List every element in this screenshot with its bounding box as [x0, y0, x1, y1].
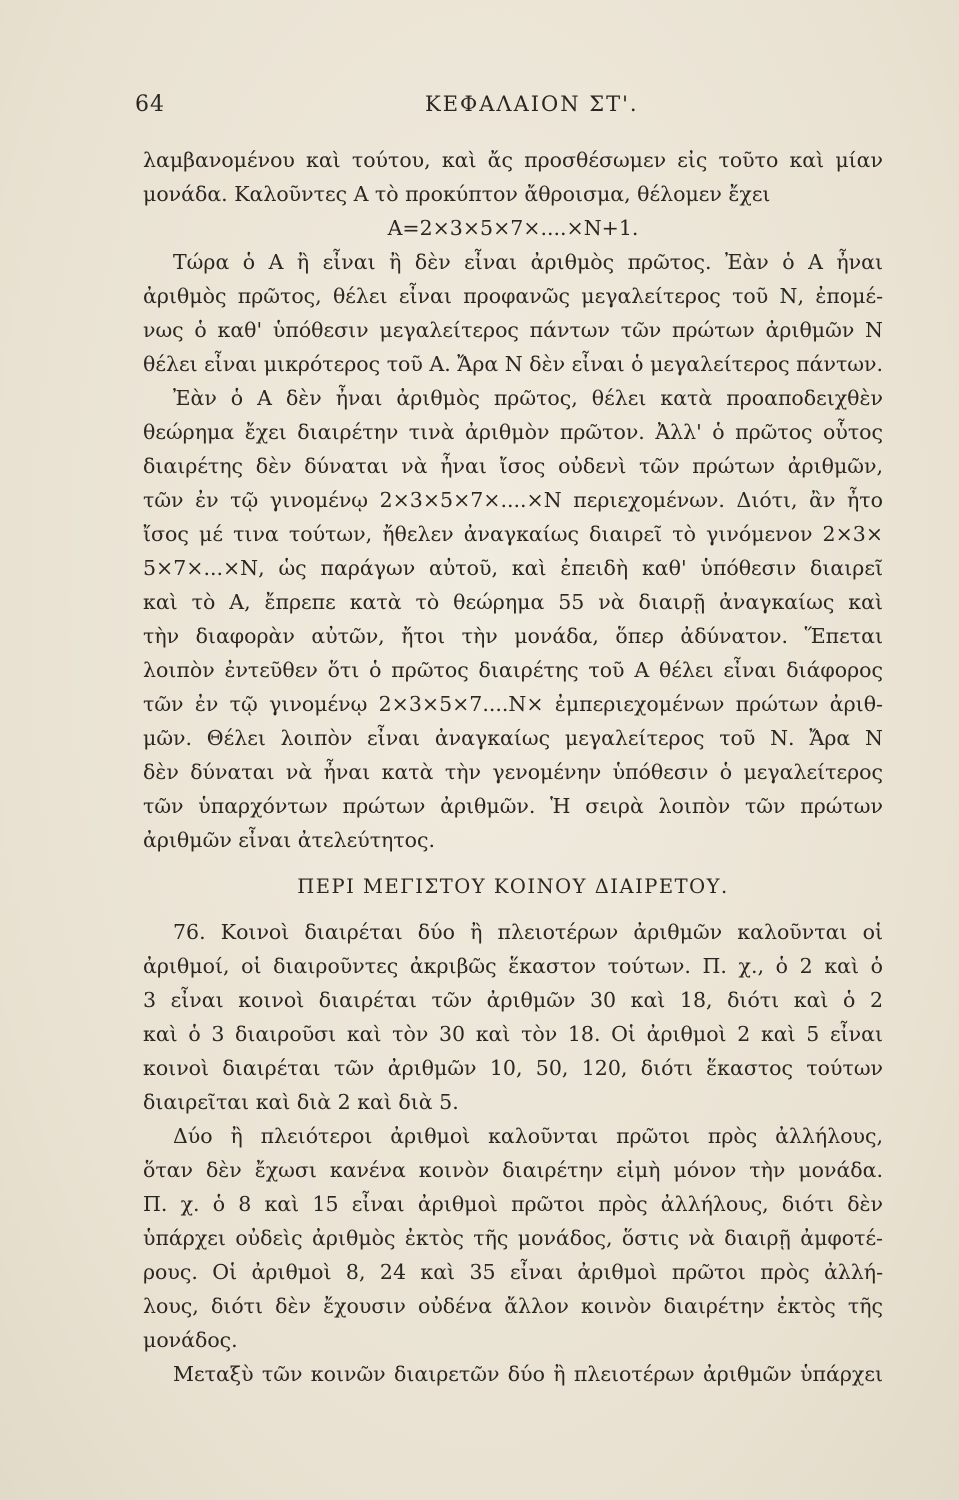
text-line: θέλει εἶναι μικρότερος τοῦ Α. Ἄρα Ν δὲν εἶναι ὁ μεγαλείτερος πάντων. [143, 352, 883, 376]
text-line: λαμβανομένου καὶ τούτου, καὶ ἄς προσθέσωμεν εἰς τοῦτο καὶ μίαν [143, 148, 883, 172]
page-number: 64 [135, 92, 165, 117]
text-line: ἀριθμὸς πρῶτος, θέλει εἶναι προφανῶς μεγαλείτερος τοῦ Ν, ἐπομέ- [143, 284, 883, 308]
text-line: ἀριθμῶν εἶναι ἀτελεύτητος. [143, 828, 435, 852]
text-line: Μεταξὺ τῶν κοινῶν διαιρετῶν δύο ἢ πλειοτέρων ἀριθμῶν ὑπάρχει [173, 1362, 883, 1386]
text-line: Π. χ. ὁ 8 καὶ 15 εἶναι ἀριθμοὶ πρῶτοι πρὸς ἀλλήλους, διότι δὲν [143, 1192, 883, 1216]
text-line: νως ὁ καθ' ὑπόθεσιν μεγαλείτερος πάντων τῶν πρώτων ἀριθμῶν Ν [143, 318, 883, 342]
text-line: Ἐὰν ὁ Α δὲν ἦναι ἀριθμὸς πρῶτος, θέλει κατὰ προαποδειχθὲν [173, 386, 883, 410]
text-line: λοιπὸν ἐντεῦθεν ὅτι ὁ πρῶτος διαιρέτης τοῦ Α θέλει εἶναι διάφορος [143, 658, 883, 682]
text-line: Τώρα ὁ Α ἢ εἶναι ἢ δὲν εἶναι ἀριθμὸς πρῶτος. Ἐὰν ὁ Α ἦναι [173, 250, 883, 274]
text-line: ἀριθμοί, οἱ διαιροῦντες ἀκριβῶς ἕκαστον τούτων. Π. χ., ὁ 2 καὶ ὁ [143, 954, 883, 978]
text-line: διαιρεῖται καὶ διὰ 2 καὶ διὰ 5. [143, 1090, 459, 1114]
text-line: ὅταν δὲν ἔχωσι κανένα κοινὸν διαιρέτην εἰμὴ μόνον τὴν μονάδα. [143, 1158, 883, 1182]
section-heading: ΠΕΡΙ ΜΕΓΙΣΤΟΥ ΚΟΙΝΟΥ ΔΙΑΙΡΕΤΟΥ. [297, 875, 729, 898]
text-line: τῶν ἐν τῷ γινομένῳ 2×3×5×7....Ν× ἐμπεριεχομένων πρώτων ἀριθ- [143, 692, 883, 716]
text-line: τῶν ἐν τῷ γινομένῳ 2×3×5×7×....×Ν περιεχομένων. Διότι, ἂν ἦτο [143, 488, 883, 512]
text-line: διαιρέτης δὲν δύναται νὰ ἦναι ἴσος οὐδενὶ τῶν πρώτων ἀριθμῶν, [143, 454, 883, 478]
text-line: δὲν δύναται νὰ ἦναι κατὰ τὴν γενομένην ὑπόθεσιν ὁ μεγαλείτερος [143, 760, 883, 784]
text-line: τῶν ὑπαρχόντων πρώτων ἀριθμῶν. Ἡ σειρὰ λοιπὸν τῶν πρώτων [143, 794, 883, 818]
running-head: ΚΕΦΑΛΑΙΟΝ ΣΤ'. [425, 92, 639, 116]
equation-line: Α=2×3×5×7×....×Ν+1. [387, 216, 639, 240]
text-line: λους, διότι δὲν ἔχουσιν οὐδένα ἄλλον κοινὸν διαιρέτην ἐκτὸς τῆς [143, 1294, 883, 1318]
text-line: Δύο ἢ πλειότεροι ἀριθμοὶ καλοῦνται πρῶτοι πρὸς ἀλλήλους, [173, 1124, 883, 1148]
text-line: 76. Κοινοὶ διαιρέται δύο ἢ πλειοτέρων ἀριθμῶν καλοῦνται οἱ [173, 920, 883, 944]
page-body [143, 143, 883, 1391]
text-line: ὑπάρχει οὐδεὶς ἀριθμὸς ἐκτὸς τῆς μονάδος, ὅστις νὰ διαιρῇ ἀμφοτέ- [143, 1226, 883, 1250]
text-line: ρους. Οἱ ἀριθμοὶ 8, 24 καὶ 35 εἶναι ἀριθμοὶ πρῶτοι πρὸς ἀλλή- [143, 1260, 883, 1284]
text-line: τὴν διαφορὰν αὐτῶν, ἤτοι τὴν μονάδα, ὅπερ ἀδύνατον. Ἕπεται [143, 624, 883, 648]
page-header [135, 92, 885, 132]
text-line: καὶ ὁ 3 διαιροῦσι καὶ τὸν 30 καὶ τὸν 18. Οἱ ἀριθμοὶ 2 καὶ 5 εἶναι [143, 1022, 883, 1046]
text-line: 3 εἶναι κοινοὶ διαιρέται τῶν ἀριθμῶν 30 καὶ 18, διότι καὶ ὁ 2 [143, 988, 883, 1012]
text-line: μονάδα. Καλοῦντες Α τὸ προκύπτον ἄθροισμα, θέλομεν ἔχει [143, 182, 771, 206]
text-line: μονάδος. [143, 1328, 238, 1352]
text-line: θεώρημα ἔχει διαιρέτην τινὰ ἀριθμὸν πρῶτον. Ἀλλ' ὁ πρῶτος οὗτος [143, 420, 883, 444]
text-line: 5×7×...×Ν, ὡς παράγων αὐτοῦ, καὶ ἐπειδὴ καθ' ὑπόθεσιν διαιρεῖ [143, 556, 883, 580]
text-line: μῶν. Θέλει λοιπὸν εἶναι ἀναγκαίως μεγαλείτερος τοῦ Ν. Ἄρα Ν [143, 726, 883, 750]
text-line: ἴσος μέ τινα τούτων, ἤθελεν ἀναγκαίως διαιρεῖ τὸ γινόμενον 2×3× [143, 522, 883, 546]
text-line: κοινοὶ διαιρέται τῶν ἀριθμῶν 10, 50, 120, διότι ἕκαστος τούτων [143, 1056, 883, 1080]
text-line: καὶ τὸ Α, ἔπρεπε κατὰ τὸ θεώρημα 55 νὰ διαιρῇ ἀναγκαίως καὶ [143, 590, 883, 614]
